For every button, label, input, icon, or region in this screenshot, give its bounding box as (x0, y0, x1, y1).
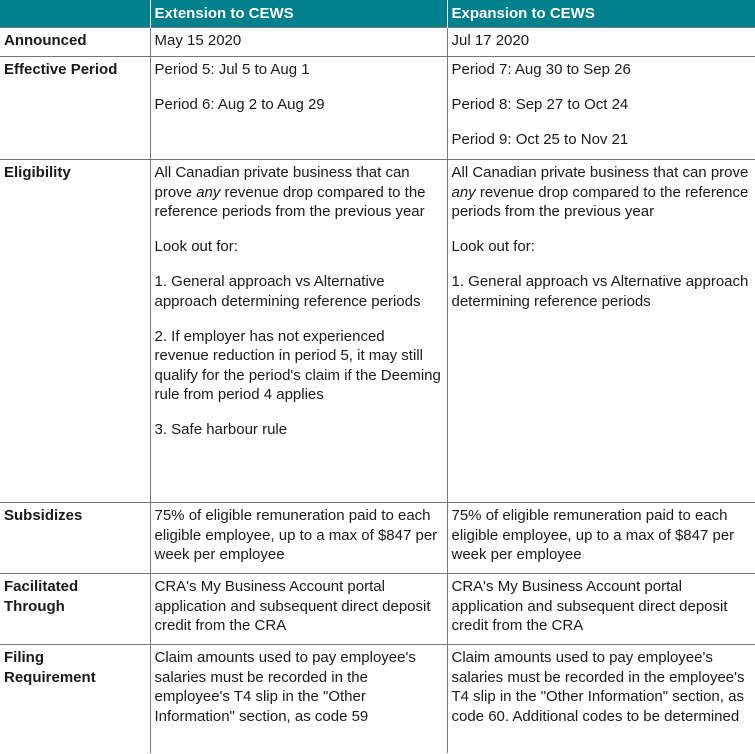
cell-effective-period-ext (150, 57, 447, 160)
period-line: Period 9: Oct 25 to Nov 21 (451, 131, 629, 148)
header-extension: Extension to CEWS (150, 0, 447, 28)
label-line: Facilitated (4, 578, 79, 595)
header-blank (0, 0, 150, 28)
cell-filing-requirement-exp: Claim amounts used to pay employee's salaries must be recorded in the employee's T4 slip in the "Other Information" section, as code 60. Additional codes to be determined (447, 645, 755, 753)
cell-subsidizes-ext: 75% of eligible remuneration paid to each eligible employee, up to a max of $847 per week per employee (150, 503, 447, 574)
lookout-label: Look out for: (154, 238, 238, 255)
row-subsidizes (0, 503, 755, 574)
label-line: Through (4, 597, 65, 615)
intro-text: revenue drop compared to the reference periods from the previous year (154, 183, 426, 220)
row-announced (0, 28, 755, 57)
period-line: Period 5: Jul 5 to Aug 1 (154, 61, 310, 78)
label-eligibility: Eligibility (0, 160, 150, 503)
label-filing-requirement (0, 645, 150, 753)
label-facilitated-through (0, 574, 150, 645)
cell-effective-period-exp (447, 57, 755, 160)
intro-text: revenue drop compared to the reference periods from the previous year (451, 183, 749, 220)
cell-subsidizes-exp: 75% of eligible remuneration paid to each eligible employee, up to a max of $847 per week per employee (447, 503, 755, 574)
cell-announced-ext: May 15 2020 (150, 28, 447, 57)
row-eligibility (0, 160, 755, 503)
header-row (0, 0, 755, 28)
row-effective-period (0, 57, 755, 160)
cell-announced-exp: Jul 17 2020 (447, 28, 755, 57)
intro-emphasis: any (451, 183, 476, 201)
period-line: Period 6: Aug 2 to Aug 29 (154, 96, 325, 113)
header-expansion: Expansion to CEWS (447, 0, 755, 28)
eligibility-point: 3. Safe harbour rule (154, 421, 288, 438)
cell-filing-requirement-ext: Claim amounts used to pay employee's salaries must be recorded in the employee's T4 slip in the "Other Information" section, as code 59 (150, 645, 447, 753)
eligibility-intro (452, 163, 752, 222)
intro-text: All Canadian private business that can prove (451, 164, 749, 181)
row-filing-requirement (0, 645, 755, 753)
label-effective-period: Effective Period (0, 57, 150, 160)
label-line: Requirement (4, 668, 96, 686)
label-subsidizes: Subsidizes (0, 503, 150, 574)
eligibility-intro (155, 163, 443, 222)
eligibility-point: 1. General approach vs Alternative approach determining reference periods (154, 273, 421, 310)
label-announced: Announced (0, 28, 150, 57)
intro-emphasis: any (196, 183, 221, 201)
eligibility-point: 1. General approach vs Alternative approach determining reference periods (451, 273, 749, 310)
period-line: Period 7: Aug 30 to Sep 26 (451, 61, 631, 78)
cell-eligibility-ext (150, 160, 447, 503)
cell-eligibility-exp (447, 160, 755, 503)
cell-facilitated-through-exp: CRA's My Business Account portal application and subsequent direct deposit credit from the CRA (447, 574, 755, 645)
eligibility-point: 2. If employer has not experienced revenue reduction in period 5, it may still qualify for the period's claim if the Deeming rule from period 4 applies (154, 327, 441, 403)
row-facilitated-through (0, 574, 755, 645)
label-line: Filing (4, 649, 44, 666)
cell-facilitated-through-ext: CRA's My Business Account portal application and subsequent direct deposit credit from the CRA (150, 574, 447, 645)
lookout-label: Look out for: (451, 238, 535, 255)
intro-text: All Canadian private business that can prove (154, 164, 410, 201)
period-line: Period 8: Sep 27 to Oct 24 (451, 96, 629, 113)
